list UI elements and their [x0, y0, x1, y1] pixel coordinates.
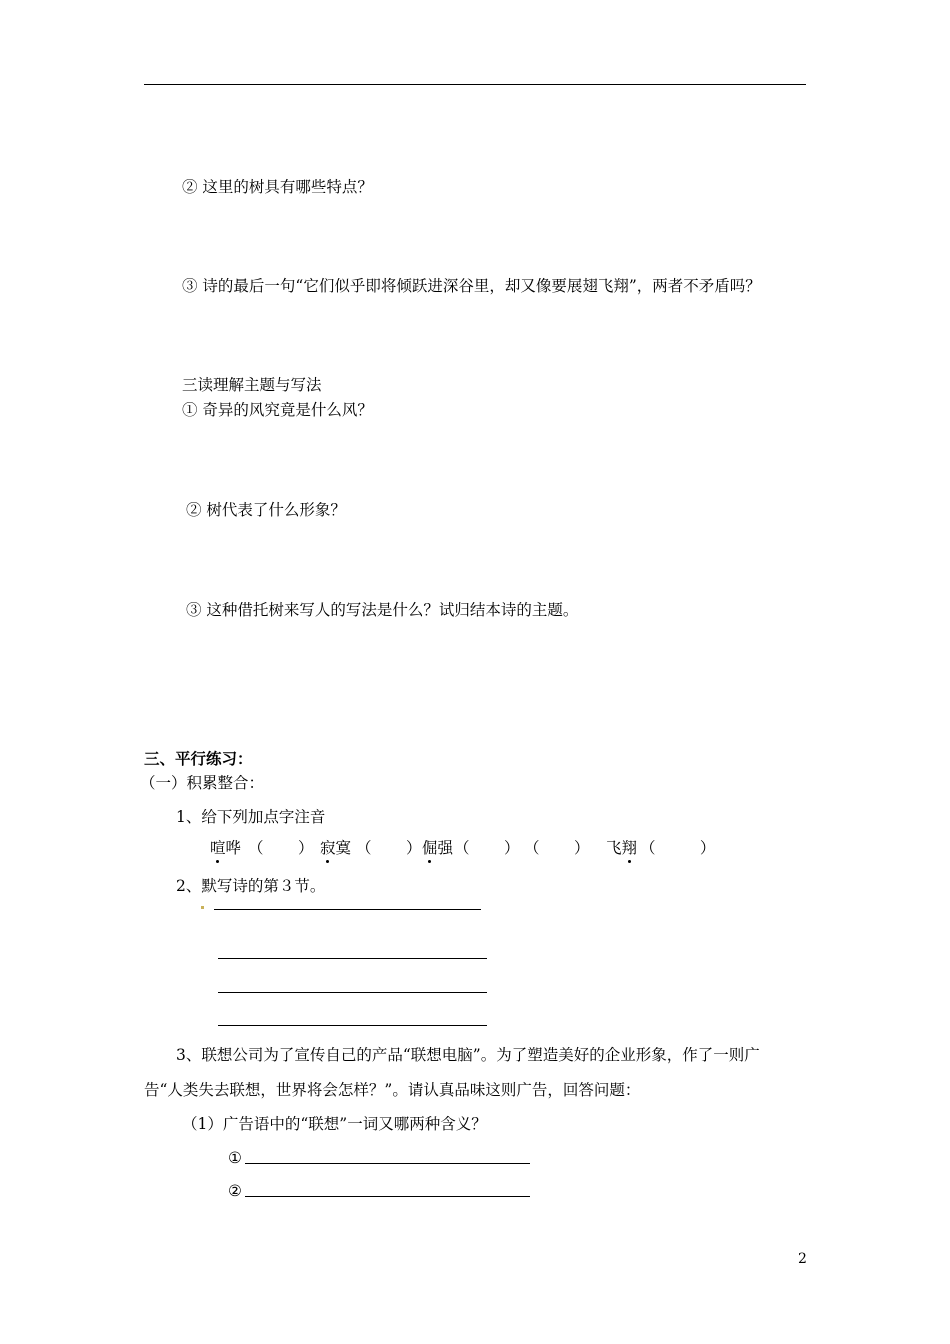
question-lianxiang-meanings: （1）广告语中的“联想”一词又哪两种含义？ — [182, 1115, 487, 1133]
item-pinyin-instruction: 1、给下列加点字注音 — [176, 808, 326, 826]
blank-juejiang-1[interactable]: （ ） — [454, 839, 520, 857]
question-trees-features: ② 这里的树具有哪些特点？ — [182, 178, 373, 196]
blank-jimo[interactable]: （ ） — [356, 839, 422, 857]
answer-line-1[interactable] — [214, 909, 481, 910]
answer-blank-1[interactable] — [245, 1163, 530, 1164]
word-feixiang: 飞翔 — [606, 839, 638, 857]
third-reading-heading: 三读理解主题与写法 — [182, 376, 322, 394]
answer-line-4[interactable] — [218, 1025, 487, 1026]
item-lenovo-ad-line2: 告“人类失去联想，世界将会怎样？”。请认真品味这则广告，回答问题： — [144, 1081, 641, 1099]
blank-xuanhua[interactable]: （ ） — [248, 839, 314, 857]
margin-mark — [201, 906, 204, 909]
answer-label-1: ① — [228, 1149, 242, 1167]
word-jimo: 寂寞 — [320, 839, 352, 857]
page-number: 2 — [798, 1251, 807, 1267]
question-last-line-contradiction: ③ 诗的最后一句“它们似乎即将倾跃进深谷里，却又像要展翅飞翔”，两者不矛盾吗？ — [182, 277, 761, 295]
pinyin-exercise-row — [210, 838, 730, 862]
answer-label-2: ② — [228, 1182, 242, 1200]
question-tree-image: ② 树代表了什么形象？ — [186, 501, 346, 519]
answer-blank-2[interactable] — [245, 1196, 530, 1197]
answer-line-2[interactable] — [218, 958, 487, 959]
item-lenovo-ad-line1: 3、联想公司为了宣传自己的产品“联想电脑”。为了塑造美好的企业形象，作了一则广 — [176, 1046, 760, 1064]
item-recite-stanza: 2、默写诗的第３节。 — [176, 877, 326, 895]
blank-juejiang-2[interactable]: （ ） — [524, 839, 590, 857]
answer-line-3[interactable] — [218, 992, 487, 993]
question-writing-technique: ③ 这种借托树来写人的写法是什么？试归结本诗的主题。 — [186, 601, 579, 619]
word-juejiang: 倔强 — [422, 839, 454, 857]
blank-feixiang[interactable]: （ ） — [640, 839, 716, 857]
subsection-accumulation: （一）积累整合： — [140, 774, 265, 792]
section-heading-practice: 三、平行练习： — [144, 749, 253, 768]
question-strange-wind: ① 奇异的风究竟是什么风？ — [182, 401, 373, 419]
word-xuanhua: 喧哗 — [210, 839, 242, 857]
header-rule — [144, 84, 806, 85]
